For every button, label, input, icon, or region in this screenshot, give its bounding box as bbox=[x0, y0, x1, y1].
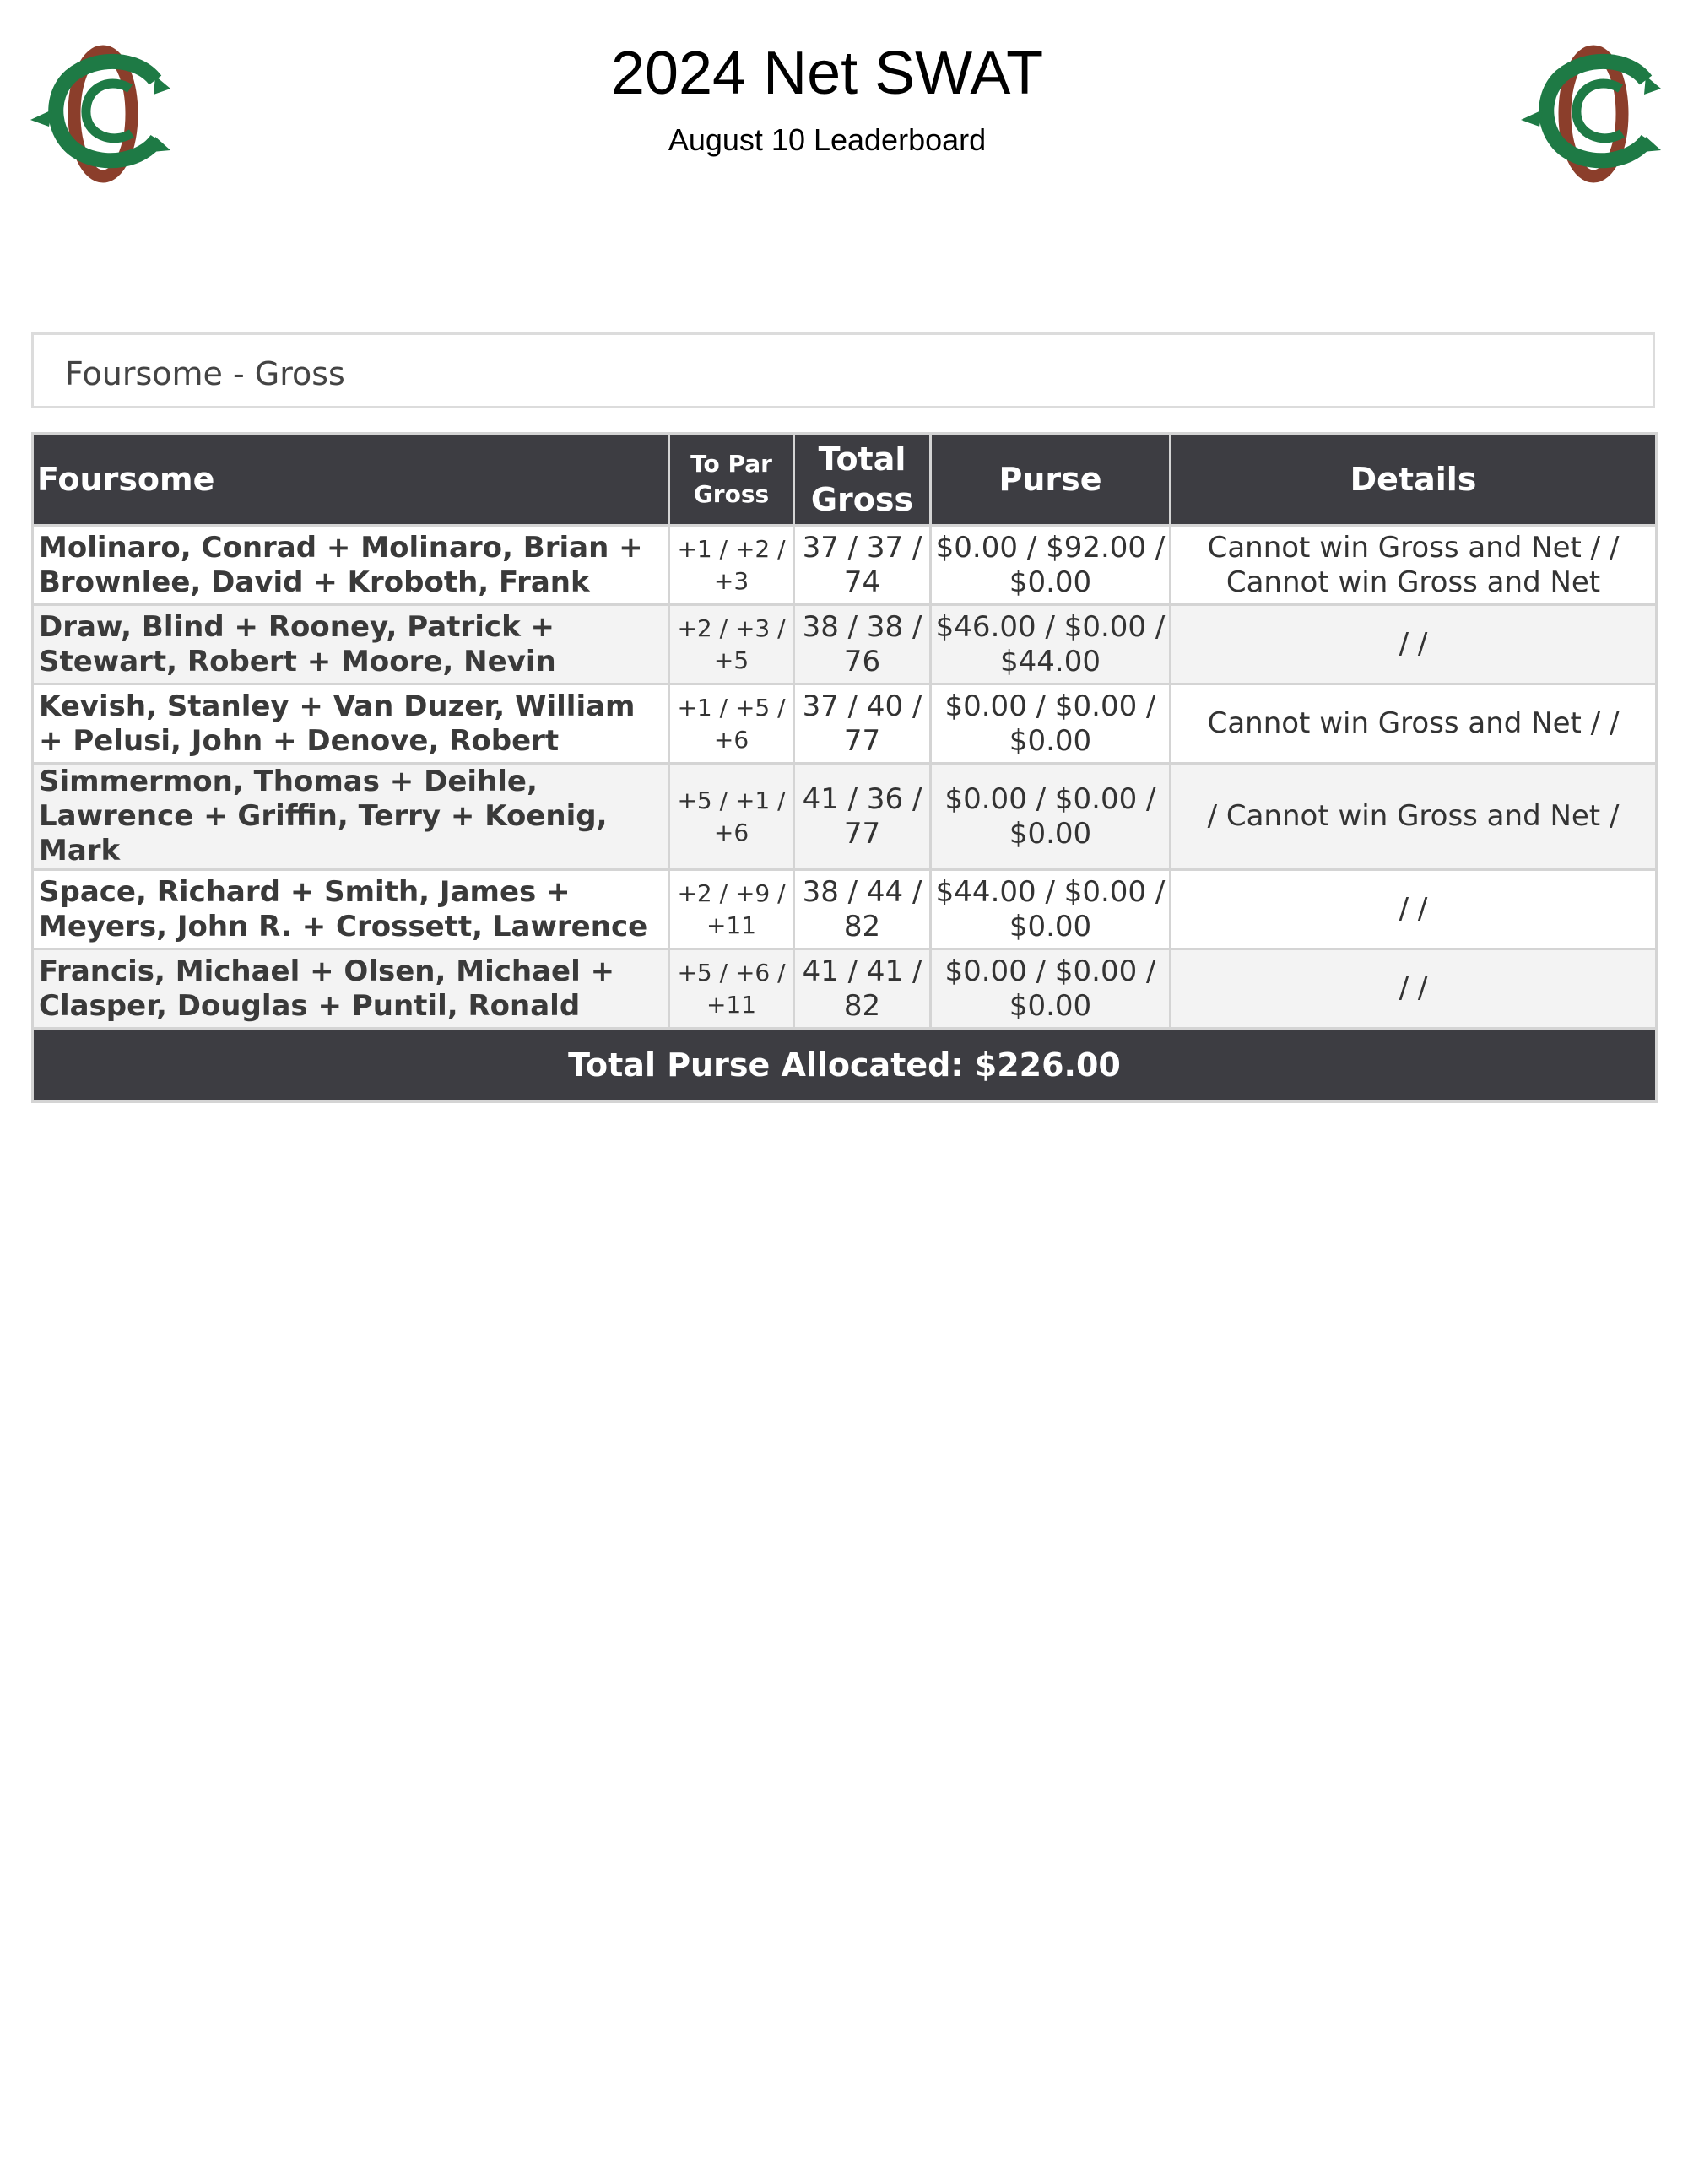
to-par-cell: +1 / +5 / +6 bbox=[669, 684, 794, 764]
table-header-row bbox=[33, 434, 1657, 526]
purse-cell: $0.00 / $0.00 / $0.00 bbox=[931, 684, 1171, 764]
section-header bbox=[31, 332, 1655, 408]
to-par-cell: +1 / +2 / +3 bbox=[669, 526, 794, 605]
foursome-cell: Francis, Michael + Olsen, Michael + Clasper, Douglas + Puntil, Ronald bbox=[33, 949, 669, 1029]
details-cell: / / bbox=[1171, 949, 1657, 1029]
to-par-cell: +5 / +1 / +6 bbox=[669, 764, 794, 870]
table-row bbox=[33, 949, 1657, 1029]
page-title: 2024 Net SWAT bbox=[610, 40, 1044, 107]
total-gross-cell: 41 / 36 / 77 bbox=[794, 764, 931, 870]
purse-cell: $46.00 / $0.00 / $44.00 bbox=[931, 605, 1171, 684]
table-row bbox=[33, 764, 1657, 870]
table-row bbox=[33, 605, 1657, 684]
leaderboard-table bbox=[31, 432, 1658, 1103]
table-row bbox=[33, 870, 1657, 949]
to-par-cell: +5 / +6 / +11 bbox=[669, 949, 794, 1029]
column-header-to-par-line1: To Par bbox=[690, 450, 772, 478]
page-subtitle: August 10 Leaderboard bbox=[668, 122, 987, 157]
column-header-details: Details bbox=[1171, 434, 1657, 526]
column-header-total-line1: Total bbox=[818, 441, 906, 478]
foursome-cell: Draw, Blind + Rooney, Patrick + Stewart, Robert + Moore, Nevin bbox=[33, 605, 669, 684]
details-cell: / / bbox=[1171, 605, 1657, 684]
column-header-to-par-line2: Gross bbox=[693, 480, 770, 508]
foursome-cell: Simmermon, Thomas + Deihle, Lawrence + Griffin, Terry + Koenig, Mark bbox=[33, 764, 669, 870]
total-gross-cell: 41 / 41 / 82 bbox=[794, 949, 931, 1029]
total-gross-cell: 37 / 40 / 77 bbox=[794, 684, 931, 764]
table-footer-row bbox=[33, 1029, 1657, 1102]
total-gross-cell: 38 / 38 / 76 bbox=[794, 605, 931, 684]
details-cell: / Cannot win Gross and Net / bbox=[1171, 764, 1657, 870]
column-header-total-line2: Gross bbox=[810, 481, 914, 518]
to-par-cell: +2 / +9 / +11 bbox=[669, 870, 794, 949]
column-header-foursome: Foursome bbox=[33, 434, 669, 526]
total-gross-cell: 38 / 44 / 82 bbox=[794, 870, 931, 949]
details-cell: Cannot win Gross and Net / / bbox=[1171, 684, 1657, 764]
foursome-cell: Space, Richard + Smith, James + Meyers, John R. + Crossett, Lawrence bbox=[33, 870, 669, 949]
total-purse-allocated: Total Purse Allocated: $226.00 bbox=[33, 1029, 1657, 1102]
column-header-purse: Purse bbox=[931, 434, 1171, 526]
column-header-to-par-gross bbox=[669, 434, 794, 526]
purse-cell: $0.00 / $0.00 / $0.00 bbox=[931, 764, 1171, 870]
column-header-total-gross bbox=[794, 434, 931, 526]
purse-cell: $0.00 / $0.00 / $0.00 bbox=[931, 949, 1171, 1029]
details-cell: / / bbox=[1171, 870, 1657, 949]
to-par-cell: +2 / +3 / +5 bbox=[669, 605, 794, 684]
details-cell: Cannot win Gross and Net / / Cannot win Gross and Net bbox=[1171, 526, 1657, 605]
table-row bbox=[33, 526, 1657, 605]
table-row bbox=[33, 684, 1657, 764]
purse-cell: $44.00 / $0.00 / $0.00 bbox=[931, 870, 1171, 949]
foursome-cell: Kevish, Stanley + Van Duzer, William + Pelusi, John + Denove, Robert bbox=[33, 684, 669, 764]
foursome-cell: Molinaro, Conrad + Molinaro, Brian + Brownlee, David + Kroboth, Frank bbox=[33, 526, 669, 605]
total-gross-cell: 37 / 37 / 74 bbox=[794, 526, 931, 605]
purse-cell: $0.00 / $92.00 / $0.00 bbox=[931, 526, 1171, 605]
section-label: Foursome - Gross bbox=[65, 355, 345, 392]
